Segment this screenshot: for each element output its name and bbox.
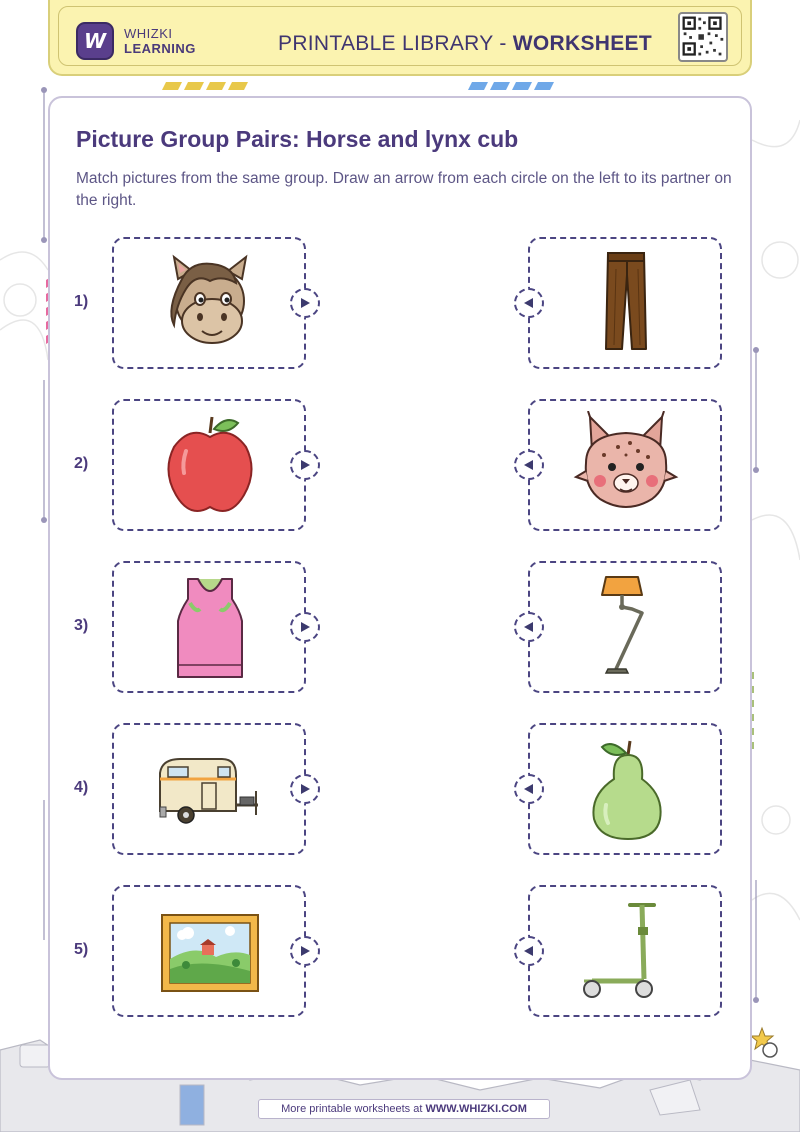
row-number: 5) bbox=[74, 941, 89, 958]
row-number: 4) bbox=[74, 779, 89, 796]
scooter-icon bbox=[572, 897, 680, 1005]
back-arrow-icon bbox=[523, 783, 535, 795]
left-picture-box bbox=[112, 561, 306, 693]
left-picture-box bbox=[112, 237, 306, 369]
right-picture-box bbox=[528, 237, 722, 369]
worksheet-instructions: Match pictures from the same group. Draw an arrow from each circle on the left to its partner on the right. bbox=[76, 170, 732, 209]
play-arrow-icon bbox=[299, 459, 311, 471]
right-connector-circle[interactable] bbox=[514, 288, 544, 318]
right-picture-box bbox=[528, 723, 722, 855]
left-connector-circle[interactable] bbox=[290, 612, 320, 642]
right-picture-box bbox=[528, 399, 722, 531]
right-picture-box bbox=[528, 885, 722, 1017]
right-connector-circle[interactable] bbox=[514, 936, 544, 966]
camper-trailer-icon bbox=[156, 735, 264, 843]
play-arrow-icon bbox=[299, 945, 311, 957]
header-banner bbox=[48, 0, 752, 76]
left-connector-circle[interactable] bbox=[290, 288, 320, 318]
back-arrow-icon bbox=[523, 945, 535, 957]
qr-code-icon[interactable] bbox=[678, 12, 728, 62]
header-title bbox=[240, 32, 690, 56]
right-connector-circle[interactable] bbox=[514, 774, 544, 804]
footer-url[interactable]: WWW.WHIZKI.COM bbox=[425, 1103, 527, 1115]
pear-icon bbox=[572, 735, 680, 843]
footer-text: More printable worksheets at bbox=[281, 1103, 426, 1115]
horse-icon bbox=[156, 249, 264, 357]
right-connector-circle[interactable] bbox=[514, 450, 544, 480]
trousers-icon bbox=[572, 249, 680, 357]
back-arrow-icon bbox=[523, 621, 535, 633]
play-arrow-icon bbox=[299, 783, 311, 795]
brand-name bbox=[124, 26, 196, 56]
left-connector-circle[interactable] bbox=[290, 936, 320, 966]
right-connector-circle[interactable] bbox=[514, 612, 544, 642]
play-arrow-icon bbox=[299, 621, 311, 633]
framed-picture-icon bbox=[156, 897, 264, 1005]
tank-top-icon bbox=[156, 573, 264, 681]
lynx-cub-icon bbox=[572, 411, 680, 519]
row-number: 3) bbox=[74, 617, 89, 634]
worksheet-title: Picture Group Pairs: Horse and lynx cub bbox=[76, 126, 519, 152]
whizki-logo-icon[interactable] bbox=[76, 22, 114, 60]
row-number: 1) bbox=[74, 293, 89, 310]
yellow-stripes bbox=[162, 80, 252, 92]
left-connector-circle[interactable] bbox=[290, 774, 320, 804]
logo-letter: W bbox=[83, 29, 107, 53]
brand-line-1: WHIZKI bbox=[124, 26, 173, 41]
left-picture-box bbox=[112, 399, 306, 531]
left-connector-circle[interactable] bbox=[290, 450, 320, 480]
play-arrow-icon bbox=[299, 297, 311, 309]
floor-lamp-icon bbox=[572, 573, 680, 681]
header-title-bold: WORKSHEET bbox=[512, 32, 652, 55]
blue-stripes bbox=[468, 80, 558, 92]
apple-icon bbox=[156, 411, 264, 519]
back-arrow-icon bbox=[523, 459, 535, 471]
brand-line-2: LEARNING bbox=[124, 41, 196, 56]
row-number: 2) bbox=[74, 455, 89, 472]
back-arrow-icon bbox=[523, 297, 535, 309]
left-picture-box bbox=[112, 885, 306, 1017]
right-picture-box bbox=[528, 561, 722, 693]
left-picture-box bbox=[112, 723, 306, 855]
footer-link[interactable] bbox=[258, 1099, 550, 1119]
header-title-plain: PRINTABLE LIBRARY - bbox=[278, 32, 513, 55]
